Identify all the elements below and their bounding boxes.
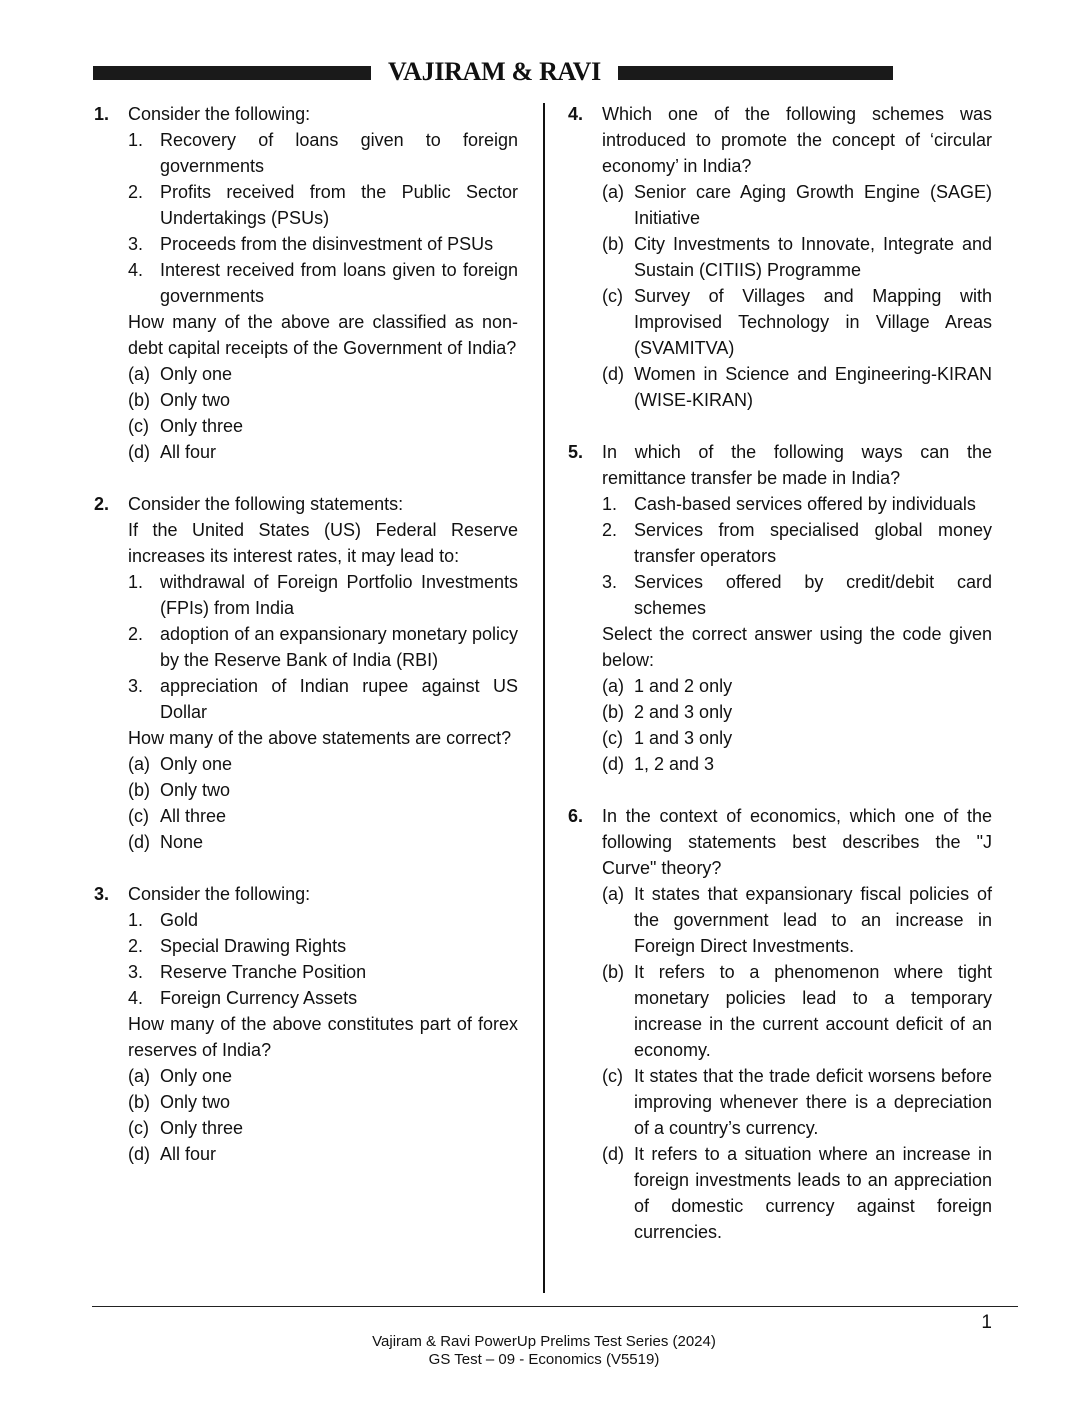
option-text: 1 and 3 only [634,728,733,748]
question-6 [568,803,992,1245]
spacer [94,465,518,491]
answer-option[interactable] [602,699,992,725]
footer-test-title: GS Test – 09 - Economics (V5519) [428,1351,660,1368]
statement-text: Cash-based services offered by individuals [634,494,976,514]
statement-text: Recovery of loans given to foreign governments [160,130,518,176]
question-text: In which of the following ways can the remittance transfer be made in India? [602,442,992,488]
header-bar-left [93,66,371,80]
option-label: (c) [128,806,149,826]
option-label: (b) [128,1092,150,1112]
question-5 [568,439,992,777]
option-label: (b) [128,390,150,410]
answer-option[interactable] [128,803,518,829]
answer-option[interactable] [128,413,518,439]
statement-text: adoption of an expansionary monetary policy by the Reserve Bank of India (RBI) [160,624,518,670]
option-text: Only three [160,416,244,436]
question-stem: How many of the above are classified as non-debt capital receipts of the Government of India? [128,312,518,358]
option-label: (d) [128,442,150,462]
option-text: Only one [160,1066,233,1086]
answer-option[interactable] [602,725,992,751]
footer-series-title: Vajiram & Ravi PowerUp Prelims Test Series (2024) [372,1333,716,1350]
statement-item [128,907,518,933]
option-label: (d) [602,364,624,384]
option-text: All four [160,1144,217,1164]
statement-item [602,569,992,621]
question-stem: How many of the above constitutes part of forex reserves of India? [128,1014,518,1060]
option-label: (c) [602,286,623,306]
statement-item [128,127,518,179]
statement-text: Reserve Tranche Position [160,962,367,982]
statement-text: Gold [160,910,199,930]
answer-option[interactable] [128,829,518,855]
statement-text: Profits received from the Public Sector Undertakings (PSUs) [160,182,518,228]
answer-option[interactable] [128,777,518,803]
option-text: Only one [160,754,233,774]
option-text: 2 and 3 only [634,702,733,722]
option-label: (a) [128,754,150,774]
answer-option[interactable] [602,673,992,699]
option-label: (d) [128,832,150,852]
statement-label: 3. [128,234,144,254]
option-label: (b) [128,780,150,800]
statement-item [128,621,518,673]
question-number: 4. [568,104,584,124]
statement-text: Services from specialised global money transfer operators [634,520,992,566]
question-text: Which one of the following schemes was introduced to promote the concept of ‘circular economy’ in India? [602,104,992,176]
answer-option[interactable] [602,1063,992,1141]
statement-item [128,959,518,985]
option-text: It refers to a situation where an increase in foreign investments leads to an appreciation of domestic currency against foreign currencies. [634,1144,992,1242]
answer-option[interactable] [602,179,992,231]
answer-option[interactable] [602,959,992,1063]
answer-option[interactable] [128,751,518,777]
question-number: 5. [568,442,584,462]
page-number: 1 [981,1312,992,1333]
left-column [94,101,518,1167]
option-text: Only two [160,780,231,800]
question-text: Consider the following statements: [128,494,404,514]
answer-option[interactable] [602,881,992,959]
option-label: (c) [128,1118,149,1138]
statement-label: 4. [128,260,144,280]
option-label: (b) [602,234,624,254]
statement-text: withdrawal of Foreign Portfolio Investments (FPIs) from India [160,572,518,618]
question-number: 6. [568,806,584,826]
option-text: All four [160,442,217,462]
statement-label: 2. [128,182,144,202]
question-3 [94,881,518,1167]
question-intro: If the United States (US) Federal Reserve increases its interest rates, it may lead to: [128,520,518,566]
answer-option[interactable] [128,1141,518,1167]
answer-option[interactable] [128,439,518,465]
option-text: 1, 2 and 3 [634,754,715,774]
question-stem: How many of the above statements are correct? [128,728,512,748]
answer-option[interactable] [128,1089,518,1115]
option-label: (c) [602,1066,623,1086]
option-text: City Investments to Innovate, Integrate and Sustain (CITIIS) Programme [634,234,992,280]
option-text: Only one [160,364,233,384]
statement-label: 2. [602,520,618,540]
right-column [568,101,992,1245]
statement-text: Foreign Currency Assets [160,988,358,1008]
answer-option[interactable] [128,387,518,413]
statement-label: 3. [128,676,144,696]
question-text: Consider the following: [128,884,311,904]
statement-item [128,231,518,257]
question-stem: Select the correct answer using the code given below: [602,624,992,670]
option-text: Women in Science and Engineering-KIRAN (WISE-KIRAN) [634,364,992,410]
option-text: Only two [160,1092,231,1112]
statement-item [128,985,518,1011]
statement-label: 1. [128,130,144,150]
answer-option[interactable] [128,361,518,387]
footer [0,1333,1088,1369]
option-label: (d) [602,1144,624,1164]
option-text: None [160,832,204,852]
statement-label: 2. [128,936,144,956]
option-text: It states that expansionary fiscal policies of the government lead to an increase in Foreign Direct Investments. [634,884,992,956]
statement-label: 3. [602,572,618,592]
option-label: (a) [128,1066,150,1086]
header [93,57,893,86]
question-2 [94,491,518,855]
question-number: 1. [94,104,110,124]
statement-label: 1. [602,494,618,514]
option-text: All three [160,806,227,826]
option-text: Only three [160,1118,244,1138]
statement-text: Interest received from loans given to foreign governments [160,260,518,306]
statement-text: Special Drawing Rights [160,936,347,956]
option-label: (b) [602,962,624,982]
spacer [568,413,992,439]
answer-option[interactable] [602,361,992,413]
answer-option[interactable] [602,231,992,283]
statement-item [128,673,518,725]
header-title: VAJIRAM & RAVI [388,57,601,86]
option-label: (d) [128,1144,150,1164]
statement-label: 4. [128,988,144,1008]
option-text: 1 and 2 only [634,676,733,696]
answer-option[interactable] [602,1141,992,1245]
option-label: (a) [128,364,150,384]
answer-option[interactable] [602,283,992,361]
question-number: 2. [94,494,110,514]
statement-item [128,257,518,309]
statement-text: Proceeds from the disinvestment of PSUs [160,234,494,254]
statement-item [128,179,518,231]
statement-item [128,933,518,959]
statement-label: 3. [128,962,144,982]
question-text: Consider the following: [128,104,311,124]
statement-item [602,517,992,569]
option-text: Survey of Villages and Mapping with Improvised Technology in Village Areas (SVAMITVA) [634,286,992,358]
statement-item [602,491,992,517]
column-divider [543,103,545,1293]
option-label: (c) [128,416,149,436]
option-label: (a) [602,676,624,696]
option-text: It refers to a phenomenon where tight monetary policies lead to a temporary increase in the current account deficit of an economy. [634,962,992,1060]
option-label: (c) [602,728,623,748]
answer-option[interactable] [128,1063,518,1089]
statement-item [128,569,518,621]
statement-text: Services offered by credit/debit card schemes [634,572,992,618]
option-text: It states that the trade deficit worsens before improving whenever there is a depreciation of a country’s currency. [634,1066,992,1138]
statement-label: 1. [128,910,144,930]
option-text: Only two [160,390,231,410]
spacer [94,855,518,881]
option-text: Senior care Aging Growth Engine (SAGE) Initiative [634,182,992,228]
statement-text: appreciation of Indian rupee against US Dollar [160,676,518,722]
option-label: (a) [602,182,624,202]
option-label: (d) [602,754,624,774]
answer-option[interactable] [602,751,992,777]
question-1 [94,101,518,465]
answer-option[interactable] [128,1115,518,1141]
option-label: (b) [602,702,624,722]
footer-rule [92,1306,1018,1307]
spacer [568,777,992,803]
option-label: (a) [602,884,624,904]
question-text: In the context of economics, which one of the following statements best describes the "J Curve" theory? [602,806,992,878]
statement-label: 2. [128,624,144,644]
question-4 [568,101,992,413]
question-number: 3. [94,884,110,904]
statement-label: 1. [128,572,144,592]
header-bar-right [618,66,893,80]
